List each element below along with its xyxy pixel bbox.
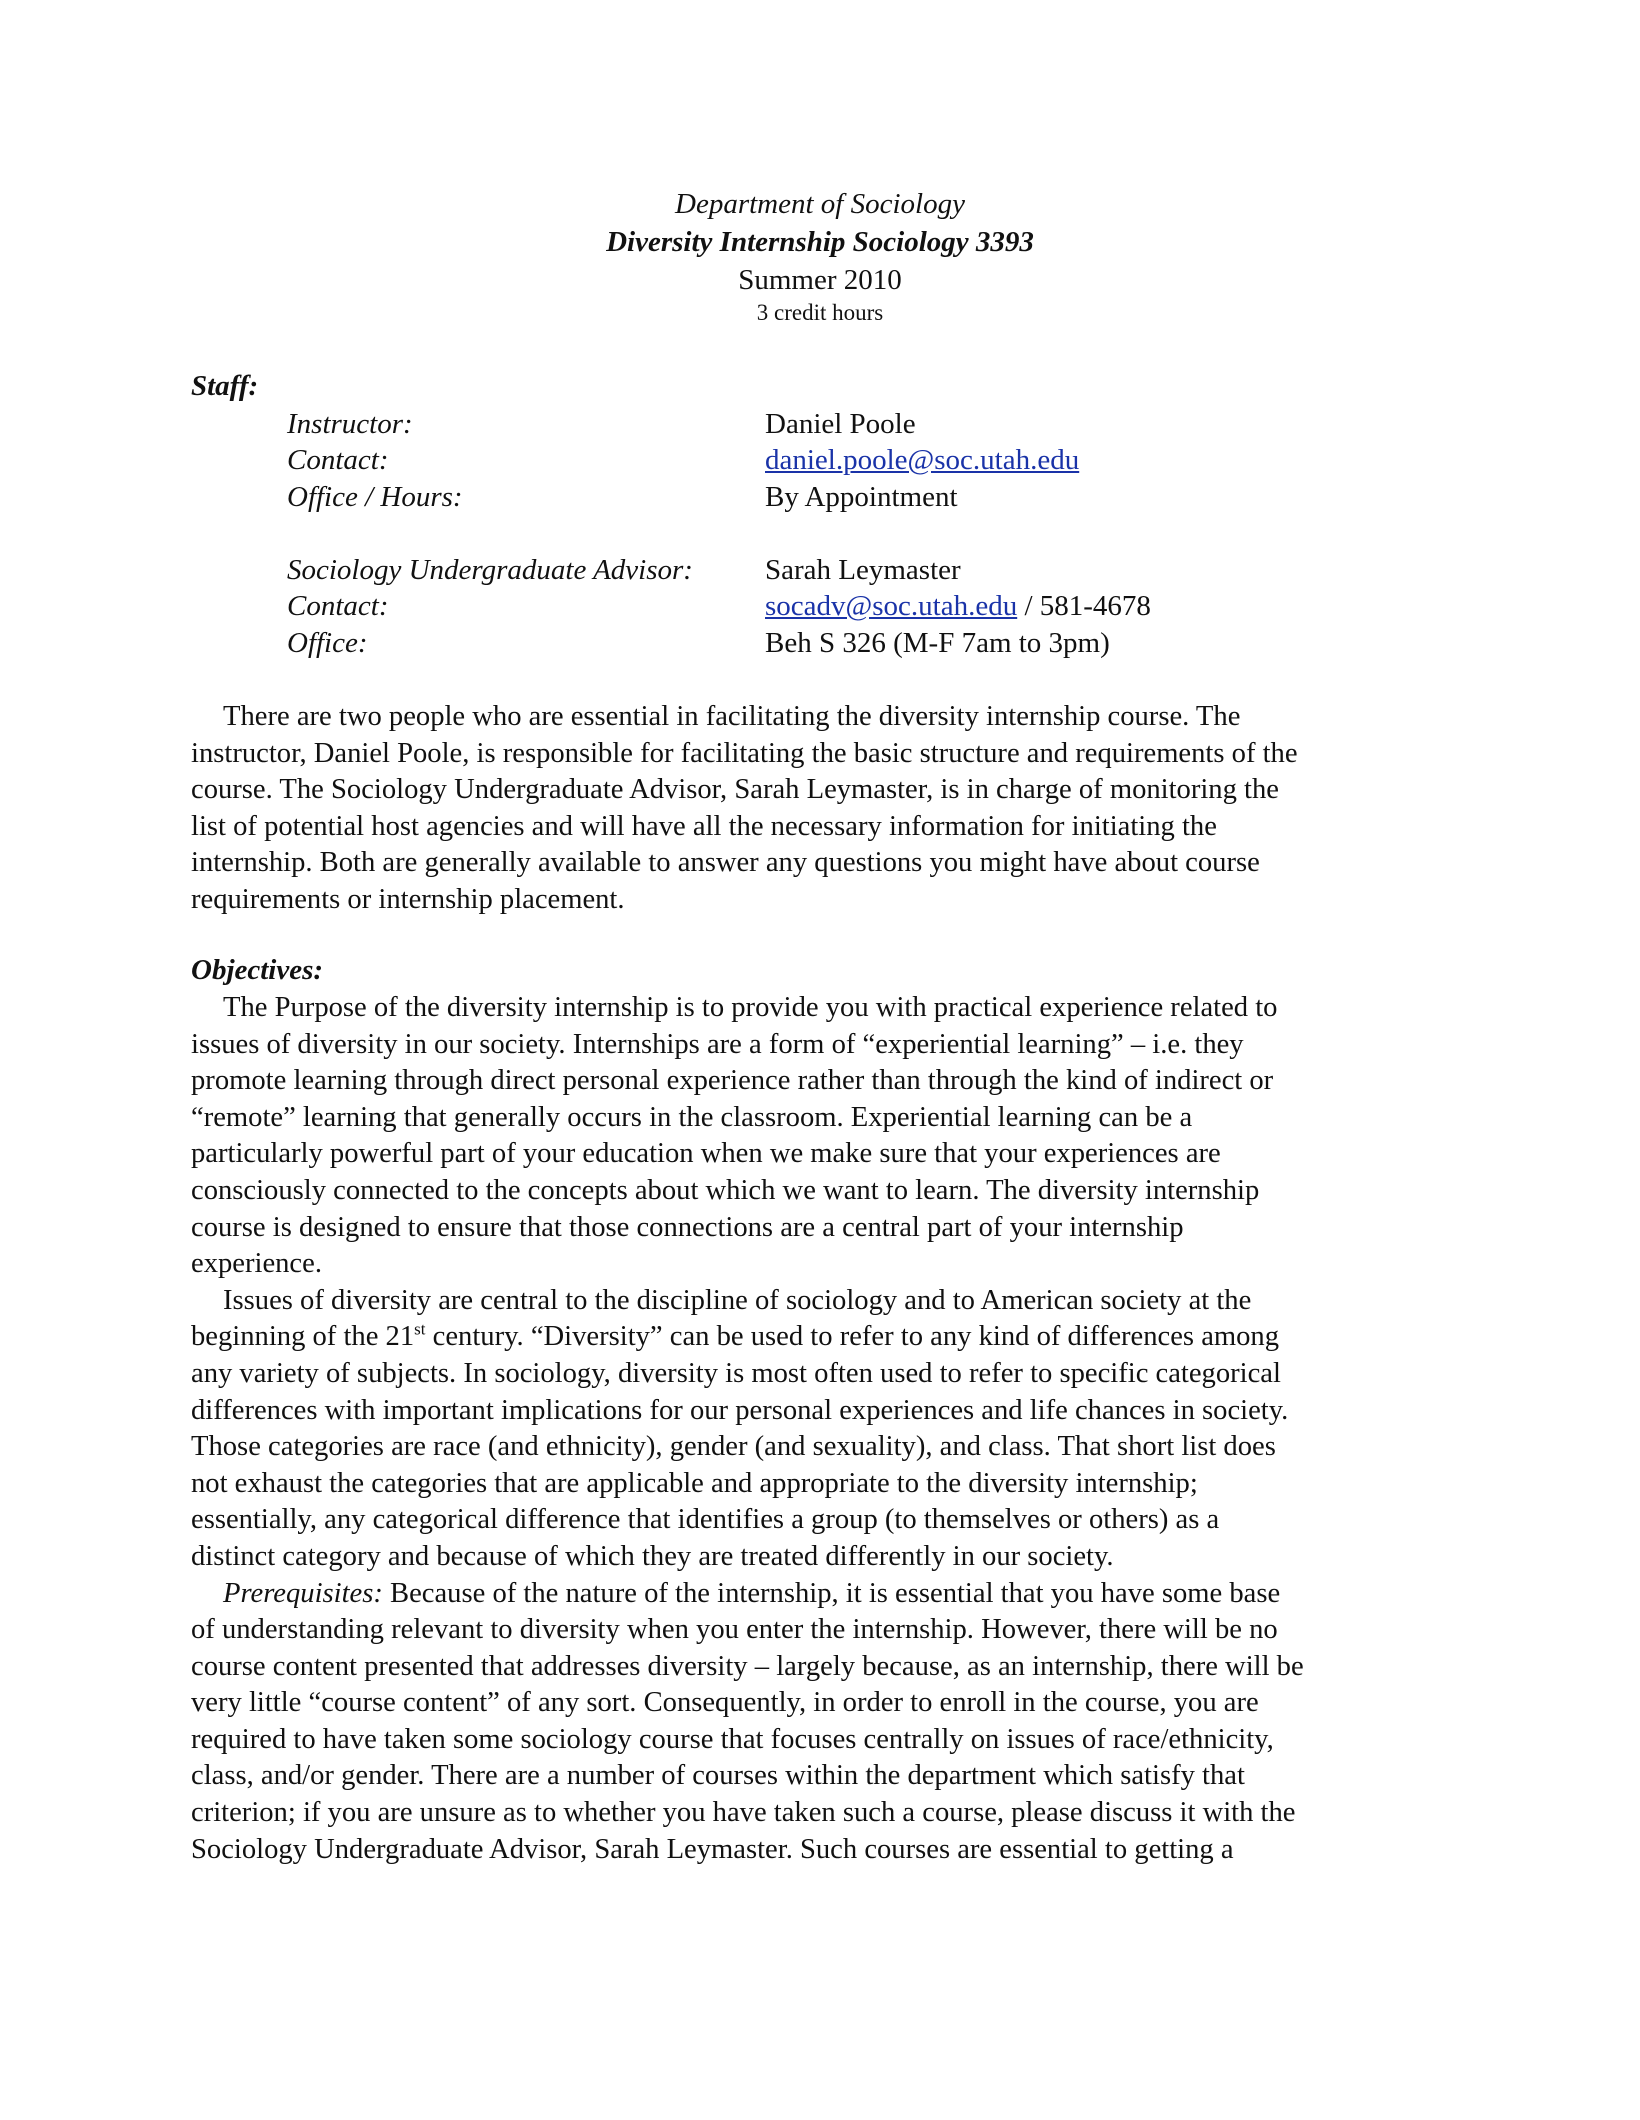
- text-line: criterion; if you are unsure as to whether you have taken such a course, please discuss it with the: [191, 1797, 1296, 1829]
- text-line: required to have taken some sociology course that focuses centrally on issues of race/ethnicity,: [191, 1723, 1274, 1755]
- text-line: course is designed to ensure that those connections are a central part of your internship: [191, 1211, 1184, 1243]
- department-title: Department of Sociology: [675, 188, 965, 220]
- text-line: differences with important implications for our personal experiences and life chances in society.: [191, 1394, 1289, 1426]
- text-line: class, and/or gender. There are a number of courses within the department which satisfy that: [191, 1760, 1245, 1792]
- staff-row-advisor: [0, 554, 1640, 590]
- text-line: essentially, any categorical difference that identifies a group (to themselves or others) as a: [191, 1504, 1220, 1536]
- ordinal-suffix: st: [414, 1319, 426, 1339]
- term: Summer 2010: [738, 264, 902, 296]
- credit-hours: 3 credit hours: [756, 300, 884, 325]
- text-line: of understanding relevant to diversity when you enter the internship. However, there will be no: [191, 1614, 1278, 1646]
- staff-label: Office:: [287, 627, 368, 659]
- text-line: requirements or internship placement.: [191, 883, 625, 915]
- staff-value: Daniel Poole: [765, 408, 916, 440]
- text-fragment: century. “Diversity” can be used to refer to any kind of differences among: [425, 1321, 1280, 1353]
- advisor-contact: [765, 590, 1151, 623]
- text-line: The Purpose of the diversity internship is to provide you with practical experience related to: [223, 992, 1278, 1023]
- text-line: particularly powerful part of your education when we make sure that your experiences are: [191, 1138, 1221, 1170]
- staff-row-office-hours: [0, 481, 1640, 517]
- text-line: instructor, Daniel Poole, is responsible for facilitating the basic structure and requirements of the: [191, 737, 1298, 769]
- text-line: promote learning through direct personal experience rather than through the kind of indirect or: [191, 1065, 1274, 1097]
- staff-row-instructor-contact: [0, 444, 1640, 480]
- text-line: very little “course content” of any sort. Consequently, in order to enroll in the course, you are: [191, 1687, 1259, 1719]
- instructor-email-link[interactable]: daniel.poole@soc.utah.edu: [765, 444, 1080, 476]
- text-fragment: beginning of the 21: [191, 1321, 415, 1353]
- text-line: consciously connected to the concepts about which we want to learn. The diversity internship: [191, 1174, 1260, 1206]
- objectives-heading: Objectives:: [191, 954, 324, 986]
- staff-row-advisor-contact: [0, 590, 1640, 626]
- staff-value: By Appointment: [765, 481, 958, 513]
- course-title: Diversity Internship Sociology 3393: [606, 226, 1034, 258]
- text-line: internship. Both are generally available to answer any questions you might have about course: [191, 847, 1260, 879]
- staff-label: Contact:: [287, 590, 389, 622]
- text-line: distinct category and because of which they are treated differently in our society.: [191, 1540, 1114, 1572]
- prerequisites-label: Prerequisites:: [223, 1577, 383, 1609]
- text-line: experience.: [191, 1248, 322, 1280]
- staff-label: Contact:: [287, 444, 389, 476]
- text-line: [191, 1576, 1431, 1613]
- text-line: Sociology Undergraduate Advisor, Sarah Leymaster. Such courses are essential to getting a: [191, 1833, 1234, 1865]
- text-line: [191, 1319, 1431, 1356]
- staff-heading: Staff:: [191, 370, 259, 402]
- text-line: course. The Sociology Undergraduate Advisor, Sarah Leymaster, is in charge of monitoring the: [191, 774, 1279, 806]
- text-line: There are two people who are essential in facilitating the diversity internship course. The: [223, 701, 1241, 732]
- staff-row-instructor: [0, 408, 1640, 444]
- staff-value: Beh S 326 (M-F 7am to 3pm): [765, 627, 1110, 659]
- objectives-body: [191, 990, 1431, 1868]
- text-line: course content presented that addresses diversity – largely because, as an internship, there will be: [191, 1650, 1304, 1682]
- text-line: “remote” learning that generally occurs in the classroom. Experiential learning can be a: [191, 1101, 1193, 1133]
- text-fragment: Because of the nature of the internship, it is essential that you have some base: [382, 1577, 1281, 1609]
- text-line: any variety of subjects. In sociology, diversity is most often used to refer to specific categorical: [191, 1357, 1281, 1389]
- staff-label: Instructor:: [287, 408, 413, 440]
- staff-label: Office / Hours:: [287, 481, 463, 513]
- advisor-phone: / 581-4678: [1017, 590, 1151, 622]
- staff-label: Sociology Undergraduate Advisor:: [287, 554, 693, 586]
- text-line: Issues of diversity are central to the discipline of sociology and to American society at the: [223, 1284, 1252, 1316]
- text-line: not exhaust the categories that are applicable and appropriate to the diversity internship;: [191, 1467, 1198, 1499]
- text-line: list of potential host agencies and will have all the necessary information for initiating the: [191, 810, 1217, 842]
- staff-row-advisor-office: [0, 627, 1640, 663]
- intro-paragraph: [191, 699, 1431, 919]
- staff-value: Sarah Leymaster: [765, 554, 961, 586]
- text-line: issues of diversity in our society. Internships are a form of “experiential learning” – i.e. they: [191, 1028, 1244, 1060]
- text-line: Those categories are race (and ethnicity), gender (and sexuality), and class. That short list does: [191, 1431, 1276, 1463]
- advisor-email-link[interactable]: socadv@soc.utah.edu: [765, 590, 1018, 622]
